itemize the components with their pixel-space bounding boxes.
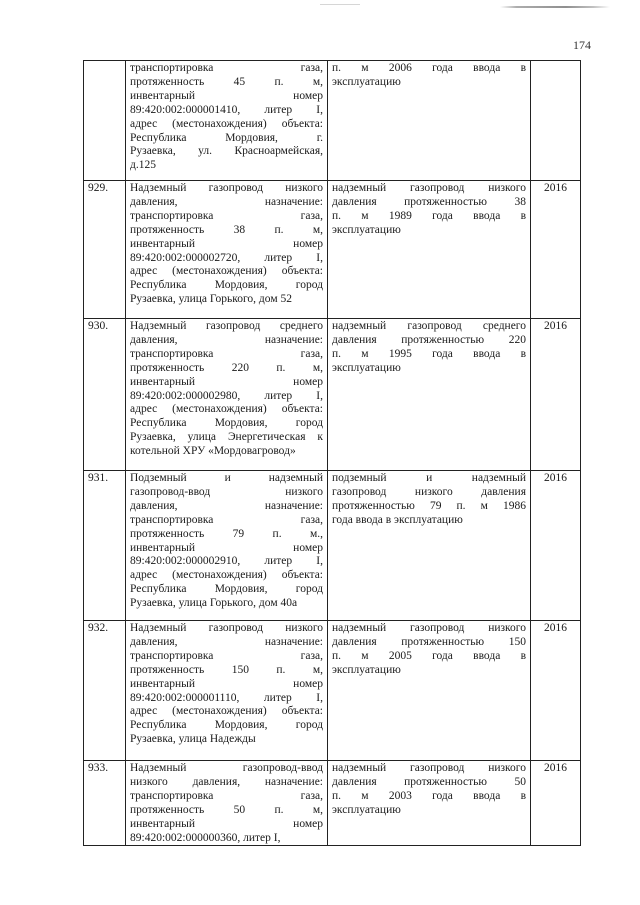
object-description-cell xyxy=(328,61,531,181)
object-name-line: транспортировка газа, xyxy=(130,649,323,662)
object-name-line: Республика Мордовия, г. xyxy=(130,131,323,144)
year-cell: 2016 xyxy=(531,319,581,471)
object-name-line: протяженность 150 п. м, xyxy=(130,663,323,676)
table-row xyxy=(84,621,581,761)
object-name-line: Рузаевка, улица Энергетическая к xyxy=(130,431,323,444)
table-row xyxy=(84,319,581,471)
object-name-line: Рузаевка, улица Горького, дом 52 xyxy=(130,293,292,306)
object-name-line: Рузаевка, улица Горького, дом 40а xyxy=(130,597,298,610)
object-name-line: котельной ХРУ «Мордовагровод» xyxy=(130,445,296,458)
object-description-cell xyxy=(328,761,531,846)
object-name-line: транспортировка газа, xyxy=(130,513,323,526)
object-name-line: Надземный газопровод среднего xyxy=(130,320,323,332)
object-name-line: давления, назначение: xyxy=(130,635,323,648)
object-name-line: 89:420:002:000002980, литер I, xyxy=(130,389,323,402)
object-description-line: эксплуатацию xyxy=(332,663,401,676)
object-name-line: 89:420:002:000002910, литер I, xyxy=(130,555,323,568)
object-description-cell xyxy=(328,471,531,621)
object-name-line: Надземный газопровод-ввод xyxy=(130,762,323,774)
object-description-line: эксплуатацию xyxy=(332,803,401,816)
object-name-line: инвентарный номер xyxy=(130,237,323,250)
object-description-line: давления протяженностью 38 xyxy=(332,195,526,208)
year-cell: 2016 xyxy=(531,621,581,761)
row-number: 931. xyxy=(84,471,126,621)
object-name-line: низкого давления, назначение: xyxy=(130,775,323,788)
object-name-line: 89:420:002:000002720, литер I, xyxy=(130,251,323,264)
object-name-cell xyxy=(126,319,328,471)
object-name-line: адрес (местонахождения) объекта: xyxy=(130,705,323,718)
object-name-line: протяженность 220 п. м, xyxy=(130,361,323,374)
object-name-line: 89:420:002:000000360, литер I, xyxy=(130,831,281,844)
object-name-line: адрес (местонахождения) объекта: xyxy=(130,403,323,416)
year-cell: 2016 xyxy=(531,471,581,621)
object-description-line: надземный газопровод среднего xyxy=(332,320,526,332)
object-name-line: протяженность 79 п. м., xyxy=(130,527,323,540)
object-name-line: инвентарный номер xyxy=(130,817,323,830)
object-name-line: транспортировка газа, xyxy=(130,209,323,222)
object-name-line: адрес (местонахождения) объекта: xyxy=(130,265,323,278)
table-row xyxy=(84,471,581,621)
object-name-line: Республика Мордовия, город xyxy=(130,719,323,732)
object-name-line: д.125 xyxy=(130,159,156,172)
object-description-line: надземный газопровод низкого xyxy=(332,622,526,634)
object-name-line: Республика Мордовия, город xyxy=(130,417,323,430)
object-name-cell xyxy=(126,471,328,621)
object-name-cell xyxy=(126,181,328,319)
object-name-line: протяженность 38 п. м, xyxy=(130,223,323,236)
table-row xyxy=(84,181,581,319)
object-description-line: эксплуатацию xyxy=(332,361,401,374)
object-name-line: Республика Мордовия, город xyxy=(130,583,323,596)
object-description-line: давления протяженностью 220 xyxy=(332,333,526,346)
object-name-cell xyxy=(126,61,328,181)
year-cell: 2016 xyxy=(531,181,581,319)
object-description-line: эксплуатацию xyxy=(332,75,401,88)
object-name-line: протяженность 50 п. м, xyxy=(130,803,323,816)
object-name-line: давления, назначение: xyxy=(130,195,323,208)
year-cell xyxy=(531,61,581,181)
object-name-line: транспортировка газа, xyxy=(130,62,323,74)
object-name-line: инвентарный номер xyxy=(130,89,323,102)
object-name-line: Республика Мордовия, город xyxy=(130,279,323,292)
object-name-line: 89:420:002:000001110, литер I, xyxy=(130,691,323,704)
object-name-line: Надземный газопровод низкого xyxy=(130,622,323,634)
object-description-line: п. м 2005 года ввода в xyxy=(332,649,526,662)
object-name-line: инвентарный номер xyxy=(130,375,323,388)
object-description-line: п. м 2006 года ввода в xyxy=(332,62,526,74)
object-description-line: давления протяженностью 50 xyxy=(332,775,526,788)
object-description-line: эксплуатацию xyxy=(332,223,401,236)
table-row xyxy=(84,61,581,181)
object-name-cell xyxy=(126,761,328,846)
object-name-line: Рузаевка, улица Надежды xyxy=(130,733,256,746)
object-name-line: 89:420:002:000001410, литер I, xyxy=(130,103,323,116)
object-description-cell xyxy=(328,319,531,471)
object-name-cell xyxy=(126,621,328,761)
page-number: 174 xyxy=(573,38,591,52)
object-name-line: Подземный и надземный xyxy=(130,472,323,484)
scan-artifact xyxy=(500,6,610,8)
registry-table xyxy=(83,60,581,846)
object-description-line: п. м 2003 года ввода в xyxy=(332,789,526,802)
object-description-line: п. м 1989 года ввода в xyxy=(332,209,526,222)
object-name-line: протяженность 45 п. м, xyxy=(130,75,323,88)
object-description-line: п. м 1995 года ввода в xyxy=(332,347,526,360)
object-name-line: Надземный газопровод низкого xyxy=(130,182,323,194)
row-number: 929. xyxy=(84,181,126,319)
object-name-line: Рузаевка, ул. Красноармейская, xyxy=(130,145,323,158)
object-name-line: адрес (местонахождения) объекта: xyxy=(130,117,323,130)
object-name-line: инвентарный номер xyxy=(130,677,323,690)
object-name-line: транспортировка газа, xyxy=(130,789,323,802)
object-description-line: подземный и надземный xyxy=(332,472,526,484)
row-number: 933. xyxy=(84,761,126,846)
row-number: 930. xyxy=(84,319,126,471)
object-description-line: газопровод низкого давления xyxy=(332,485,526,498)
object-description-line: надземный газопровод низкого xyxy=(332,182,526,194)
object-name-line: инвентарный номер xyxy=(130,541,323,554)
object-description-cell xyxy=(328,181,531,319)
object-description-line: года ввода в эксплуатацию xyxy=(332,513,463,526)
object-description-line: давления протяженностью 150 xyxy=(332,635,526,648)
object-description-line: надземный газопровод низкого xyxy=(332,762,526,774)
object-description-cell xyxy=(328,621,531,761)
row-number xyxy=(84,61,126,181)
object-name-line: газопровод-ввод низкого xyxy=(130,485,323,498)
row-number: 932. xyxy=(84,621,126,761)
table-row xyxy=(84,761,581,846)
object-name-line: адрес (местонахождения) объекта: xyxy=(130,569,323,582)
object-name-line: давления, назначение: xyxy=(130,499,323,512)
object-name-line: давления, назначение: xyxy=(130,333,323,346)
object-name-line: транспортировка газа, xyxy=(130,347,323,360)
registry-body xyxy=(84,61,581,846)
object-description-line: протяженностью 79 п. м 1986 xyxy=(332,499,526,512)
year-cell: 2016 xyxy=(531,761,581,846)
scan-artifact xyxy=(320,4,360,5)
